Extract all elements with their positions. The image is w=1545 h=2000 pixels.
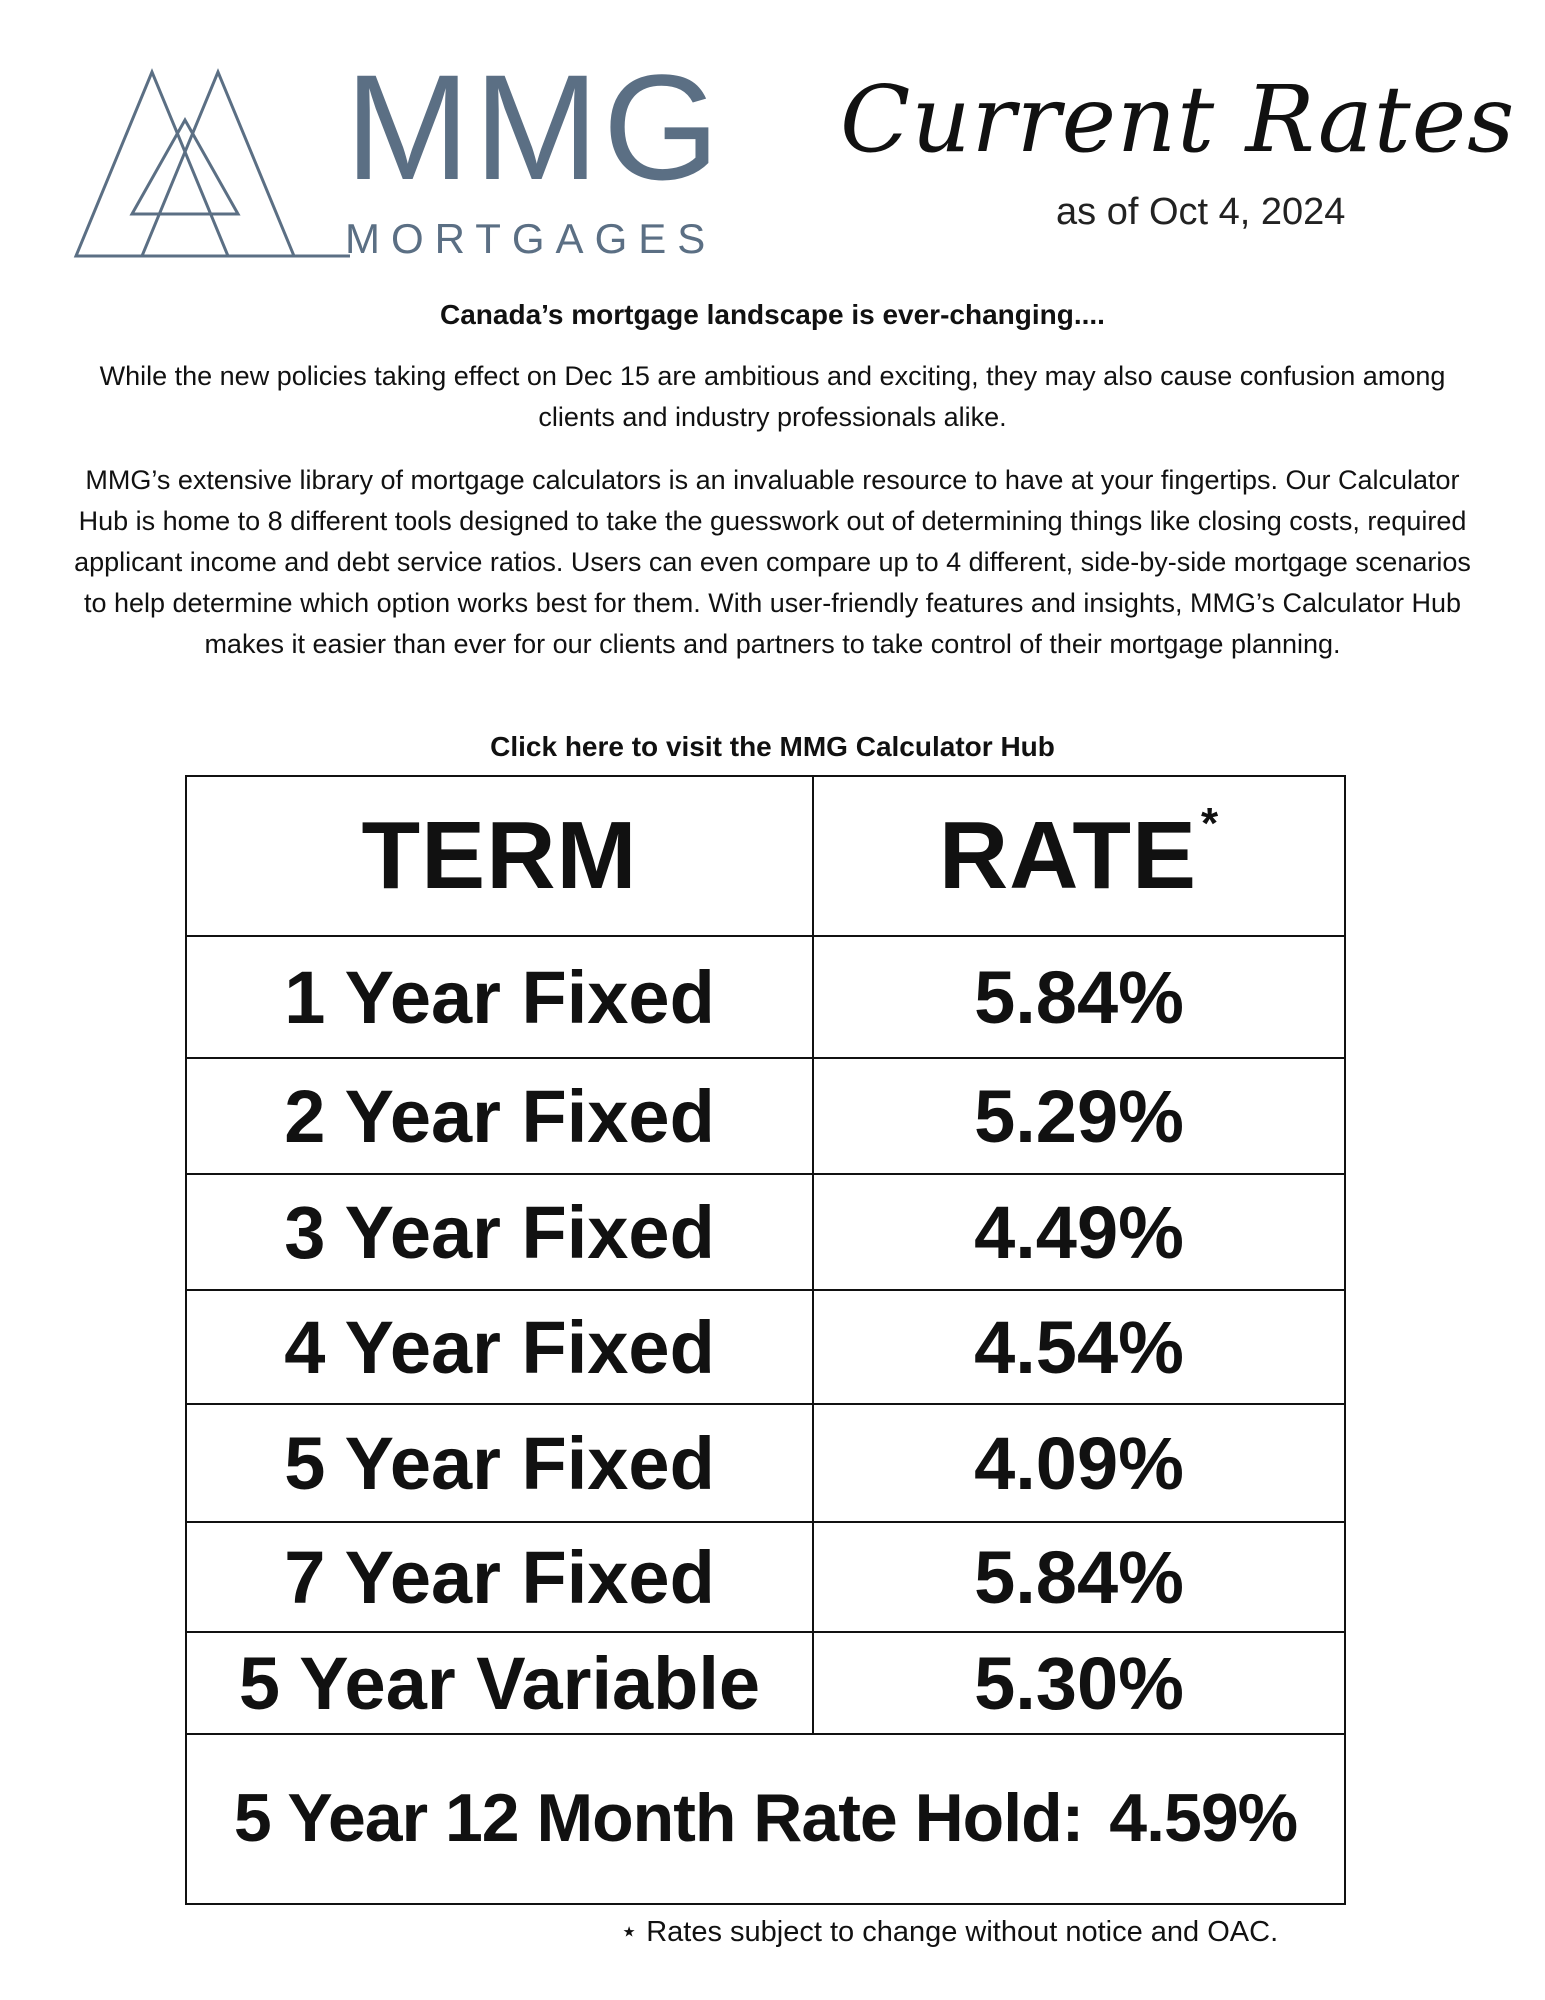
table-row [187, 1633, 1344, 1735]
table-row [187, 1175, 1344, 1291]
rate-cell: 4.49% [974, 1190, 1184, 1274]
term-cell: 5 Year Variable [187, 1633, 814, 1733]
term-cell: 2 Year Fixed [187, 1059, 814, 1173]
table-row [187, 1059, 1344, 1175]
rates-table [185, 775, 1346, 1905]
header-rate [814, 777, 1344, 935]
term-cell: 1 Year Fixed [187, 937, 814, 1057]
rate-hold-value: 4.59% [1109, 1780, 1298, 1856]
as-of-date: as of Oct 4, 2024 [1056, 191, 1346, 233]
header-term: TERM [187, 777, 814, 935]
rate-cell: 5.84% [974, 955, 1184, 1039]
rate-hold-row [187, 1733, 1344, 1903]
table-header-row [187, 777, 1344, 937]
rate-hold-label: 5 Year 12 Month Rate Hold: [233, 1780, 1084, 1856]
rate-cell: 4.54% [974, 1305, 1184, 1389]
term-cell: 7 Year Fixed [187, 1523, 814, 1631]
header-rate-label: RATE [938, 802, 1198, 909]
term-cell: 5 Year Fixed [187, 1405, 814, 1521]
term-cell: 4 Year Fixed [187, 1291, 814, 1403]
calculator-hub-link[interactable]: Click here to visit the MMG Calculator Hub [490, 731, 1055, 762]
table-row [187, 1523, 1344, 1633]
page-title: Current Rates [840, 66, 1516, 173]
intro-paragraph-2: MMG’s extensive library of mortgage calculators is an invaluable resource to have at your fingertips. Our Calculator Hub is home to 8 different tools designed to take the guesswork out of determining things like closing costs, required applicant income and debt service ratios. Users can even compare up to 4 different, side-by-side mortgage scenarios to help determine which option works best for them. With user-friendly features and insights, MMG’s Calculator Hub makes it easier than ever for our clients and partners to take control of their mortgage planning. [74, 465, 1471, 659]
table-row [187, 1291, 1344, 1405]
rate-cell: 5.30% [974, 1641, 1184, 1725]
rate-cell: 4.09% [974, 1421, 1184, 1505]
term-cell: 3 Year Fixed [187, 1175, 814, 1289]
logo-wordmark: MMG [345, 43, 724, 211]
header-rate-asterisk: * [1201, 799, 1220, 848]
table-row [187, 1405, 1344, 1523]
mmg-logo-triangles-icon [70, 68, 350, 268]
footnote: ⋆ Rates subject to change without notice and OAC. [620, 1916, 1279, 1948]
logo-subtext: MORTGAGES [345, 215, 717, 262]
intro-heading: Canada’s mortgage landscape is ever-changing.... [440, 299, 1105, 330]
table-row [187, 937, 1344, 1059]
rate-cell: 5.29% [974, 1074, 1184, 1158]
intro-paragraph-1: While the new policies taking effect on Dec 15 are ambitious and exciting, they may also cause confusion among clients and industry professionals alike. [99, 361, 1446, 432]
rate-cell: 5.84% [974, 1535, 1184, 1619]
